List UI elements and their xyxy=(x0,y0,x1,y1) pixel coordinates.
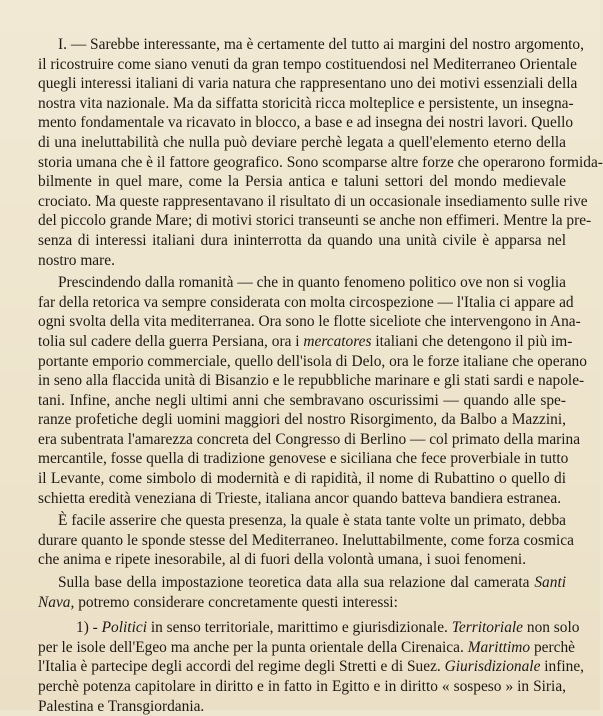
text-line: ogni svolta della vita mediterranea. Ora sono le flotte siceliote che intervengono in Ana- xyxy=(38,313,581,331)
text-line: di una ineluttabilità che nulla può deviare perchè legata a quell'elemento eterno della xyxy=(38,133,566,151)
text-line: tani. Infine, anche negli ultimi anni che sembravano oscurissimi — quando alle spe- xyxy=(38,391,566,409)
text-fragment: Sulla base della impostazione teoretica data alla sua relazione dal camerata xyxy=(58,574,530,592)
text-line: nostra vita nazionale. Ma da siffatta storicità ricca molteplice e persistente, un insegna- xyxy=(38,94,574,112)
text-fragment: infine, xyxy=(544,658,585,676)
text-line: far della retorica va sempre considerata con molta circospezione — l'Italia ci appare ad xyxy=(38,293,574,311)
text-line: in seno alla flaccida unità di Bisanzio e le repubbliche marinare e gli stati sardi e napole- xyxy=(38,372,585,390)
paragraph-3 xyxy=(38,511,574,570)
text-line: Prescindendo dalla romanità — che in quanto fenomeno politico ove non si voglia xyxy=(58,274,566,292)
italic-term: Politici xyxy=(101,619,147,637)
text-line: senza di interessi italiani dura ininterrotta da quando una unità civile è apparsa nel xyxy=(38,231,566,249)
text-fragment: l'Italia è partecipe degli accordi del regime degli Stretti e di Suez. xyxy=(38,658,441,676)
text-line: Palestina e Transgiordania. xyxy=(38,697,205,715)
paragraph-1 xyxy=(38,35,603,270)
text-line xyxy=(38,332,573,352)
text-line: È facile asserire che questa presenza, la quale è stata tante volte un primato, debba xyxy=(58,512,566,530)
italic-term: mercatores xyxy=(303,332,372,350)
text-line: perchè potenza capitolare in diritto e in fatto in Egitto e in diritto « sospeso » in Siria, xyxy=(38,678,566,695)
text-fragment: per le isole dell'Egeo ma anche per la punta orientale della Cirenaica. xyxy=(38,638,464,656)
text-line: portante emporio commerciale, quello dell'isola di Delo, ora le forze italiane che operano xyxy=(38,352,587,370)
text-line xyxy=(38,638,575,658)
text-line: del piccolo grande Mare; di motivi storici transeunti se anche non effimeri. Mentre la pre- xyxy=(38,212,592,230)
text-line xyxy=(38,657,585,677)
text-fragment: in senso territoriale, marittimo e giurisdizionale. xyxy=(150,619,448,637)
text-line: I. — Sarebbe interessante, ma è certamente del tutto ai margini del nostro argomento, xyxy=(58,36,584,53)
text-line: crociato. Ma queste rappresentavano il risultato di un occasionale insediamento sulle rive xyxy=(38,192,588,210)
text-line: che anima e ripete inesorabile, al di fuori della volontà umana, i suoi fenomeni. xyxy=(38,551,527,569)
text-line xyxy=(38,593,566,613)
text-line: quegli interessi italiani di varia natura che rappresentano uno dei motivi essenziali della xyxy=(38,75,578,93)
italic-term: Marittimo xyxy=(467,638,531,656)
text-line: mercantile, fosse quella di tradizione genovese e siciliana che fece proverbiale in tutto xyxy=(38,450,569,468)
text-line: ranze profetiche degli uomini maggiori del nostro Risorgimento, da Balbo a Mazzini, xyxy=(38,411,566,429)
text-line: il ricostruire come siano venuti da gran tempo costituendosi nel Mediterraneo Orientale xyxy=(38,55,577,73)
text-fragment: non solo xyxy=(526,619,580,637)
italic-name: Santi xyxy=(534,574,566,592)
italic-name: Nava, xyxy=(38,593,75,611)
text-fragment: tolia sul cadere della guerra Persiana, ora i xyxy=(38,332,300,350)
text-line: schietta eredità veneziana di Trieste, italiana ancor quando batteva bandiera estranea. xyxy=(38,489,562,507)
paragraph-2 xyxy=(38,273,587,508)
text-line: nostro mare. xyxy=(38,251,115,269)
italic-term: Giurisdizionale xyxy=(444,658,541,676)
italic-term: Territoriale xyxy=(451,619,524,637)
text-line xyxy=(38,573,566,593)
text-fragment: italiani che detengono il più im- xyxy=(375,332,573,350)
text-line: storia umana che è il fattore geografico. Sono scomparse altre forze che operarono formida- xyxy=(38,153,603,171)
text-fragment: potremo considerare concretamente questi interessi: xyxy=(78,593,398,611)
text-line: bilmente in quel mare, come la Persia antica e taluni settori del mondo medievale xyxy=(38,173,566,191)
text-line: durare quanto le sponde stesse del Mediterraneo. Ineluttabilmente, come forza cosmica xyxy=(38,531,574,549)
text-line: era subentrata l'amarezza concreta del Congresso di Berlino — col primato della marina xyxy=(38,430,581,448)
paragraph-4 xyxy=(38,573,566,612)
text-line: mento fondamentale va ricavato in blocco, a base e ad insegna dei nostri lavori. Quello xyxy=(38,114,574,132)
list-number: 1) - xyxy=(76,619,98,637)
text-line: il Levante, come simbolo di modernità e di rapidità, il nome di Rubattino o quello di xyxy=(38,470,566,488)
text-fragment: perchè xyxy=(533,638,575,656)
paragraph-5 xyxy=(38,618,585,716)
text-line xyxy=(38,618,580,638)
